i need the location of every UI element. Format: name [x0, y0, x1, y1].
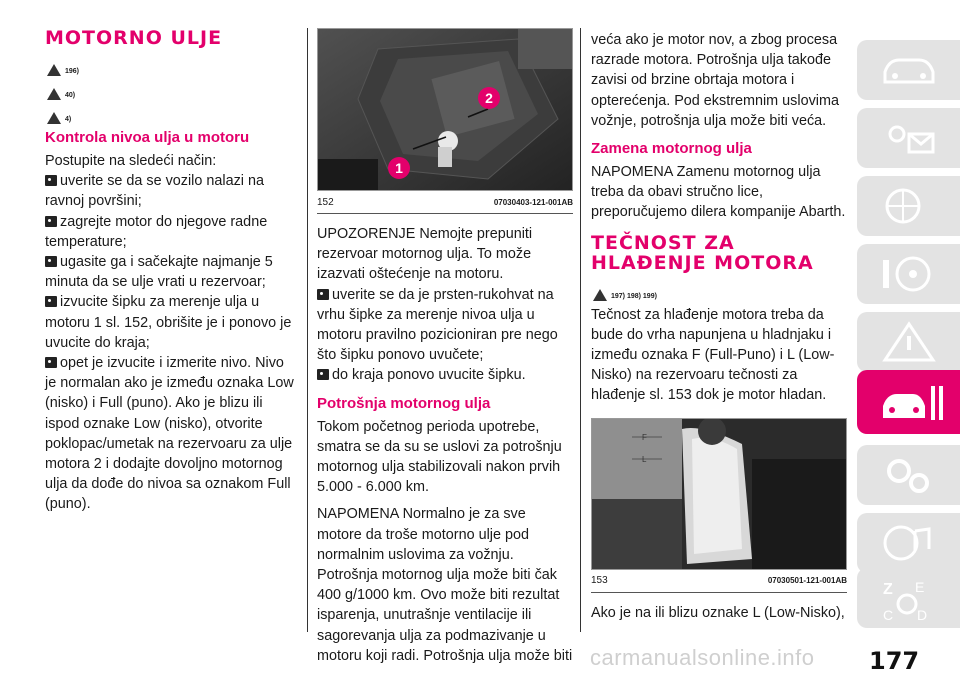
figure-152-engine-bay	[317, 28, 573, 191]
level-mark-l: L	[642, 454, 647, 464]
column-3	[591, 30, 847, 623]
emergency-icon	[879, 320, 939, 364]
bullet-icon	[45, 256, 57, 267]
step-item	[45, 212, 297, 252]
step-item	[45, 292, 297, 353]
figure-153-coolant-reservoir	[591, 418, 847, 570]
body-paragraph: veća ako je motor nov, a zbog procesa razrade motora. Potrošnja ulja takođe zavisi od brzine obrtaja motora i opterećenja. Pod ekstremnim uslovima vožnje, potrošnja ulja može biti veća.	[591, 32, 839, 129]
column-1	[45, 28, 297, 515]
engine-cover-image	[318, 29, 573, 190]
figure-number: 152	[317, 196, 334, 208]
section-title-coolant: TEČNOST ZA HLAĐENJE MOTORA	[591, 231, 814, 274]
body-paragraph: Tokom početnog perioda upotrebe, smatra se da su se uslovi za potrošnju motornog ulja stabilizovali nakon prvih 5.000 - 6.000 km.	[317, 418, 562, 496]
body-paragraph: Ako je na ili blizu oznake L (Low-Nisko),	[591, 604, 845, 621]
sidebar-tab-multimedia[interactable]	[857, 513, 960, 573]
body-paragraph: NAPOMENA Normalno je za sve motore da troše motorno ulje pod normalnim uslovima za vožnju. Potrošnja motornog ulja može biti čak 400 g/1000 km. Ovo može biti rezultat isparenja, unutrašnje ventilacije ili sagorevanja ulja za podmazivanje u motoru koji radi. Potrošnja ulja može biti	[317, 506, 573, 664]
level-mark-f: F	[642, 432, 647, 442]
figure-caption	[317, 191, 573, 214]
figure-number: 153	[591, 575, 608, 587]
step-item	[317, 365, 573, 385]
coolant-reservoir-image	[592, 419, 847, 569]
callout-2: 2	[478, 87, 500, 109]
sidebar-tab-index[interactable]	[857, 568, 960, 628]
multimedia-icon	[879, 521, 939, 565]
column-2	[317, 28, 573, 666]
sidebar-tab-starting-driving[interactable]	[857, 244, 960, 304]
bullet-icon	[45, 216, 57, 227]
figure-caption	[591, 570, 847, 593]
warning-triangle-icon	[593, 289, 607, 301]
figure-code: 07030403-121-001AB	[493, 197, 573, 207]
step-text: izvucite šipku za merenje ulja u motoru 1 sl. 152, obrišite je i ponovo je uvucite do kraja;	[45, 294, 292, 351]
sidebar-tab-emergency[interactable]	[857, 312, 960, 372]
warning-triangle-icon	[47, 112, 61, 124]
sidebar-tab-dashboard[interactable]	[857, 40, 960, 100]
warning-ref-link[interactable]: 196)	[65, 68, 80, 75]
bullet-icon	[45, 357, 57, 368]
step-text: ugasite ga i sačekajte najmanje 5 minuta da se ulje vrati u rezervoar;	[45, 254, 273, 291]
bullet-icon	[45, 296, 57, 307]
svg-text:E: E	[915, 579, 925, 595]
subtitle-oil-level-check: Kontrola nivoa ulja u motoru	[45, 129, 250, 146]
warning-ref-3	[47, 102, 297, 124]
column-divider-1	[307, 28, 308, 632]
page-number: 177	[869, 647, 920, 675]
warning-ref-2	[47, 78, 297, 100]
dashboard-icon	[879, 48, 939, 92]
figure-code: 07030501-121-001AB	[767, 576, 847, 586]
bullet-icon	[317, 289, 329, 300]
index-icon	[879, 576, 939, 626]
step-text: do kraja ponovo uvucite šipku.	[332, 367, 526, 384]
step-item	[45, 252, 297, 292]
warning-ref-link[interactable]: 40)	[65, 92, 76, 99]
warning-triangle-icon	[47, 88, 61, 100]
safety-icon	[879, 184, 939, 228]
step-text: opet je izvucite i izmerite nivo. Nivo je normalan ako je između oznaka Low (nisko) i Full (puno). Ako je blizu ili ispod oznake Low (nisko), otvorite poklopac/umetak na rezervoaru za ulje motora 2 i dodajte dovoljno motornog ulja da dođe do nivoa sa oznakom Full (puno).	[45, 355, 294, 513]
step-item	[45, 353, 297, 515]
sidebar-tab-safety[interactable]	[857, 176, 960, 236]
subtitle-oil-change: Zamena motornog ulja	[591, 140, 752, 158]
svg-text:Z: Z	[883, 581, 893, 598]
step-text: uverite se da je prsten-rukohvat na vrhu šipke za merenje nivoa ulja u motoru pravilno pozicioniran pre nego što šipku ponovo uvučete;	[317, 286, 558, 364]
bullet-icon	[317, 369, 329, 380]
subtitle-oil-consumption: Potrošnja motornog ulja	[317, 394, 491, 412]
column-divider-2	[580, 28, 581, 632]
warning-ref-1	[47, 54, 297, 76]
warning-ref-link[interactable]: 4)	[65, 116, 72, 123]
step-text: uverite se da se vozilo nalazi na ravnoj površini;	[45, 173, 264, 210]
svg-text:D: D	[917, 607, 928, 623]
sidebar-tab-technical-data[interactable]	[857, 445, 960, 505]
callout-1: 1	[388, 157, 410, 179]
warning-refs	[593, 279, 847, 301]
warning-paragraph: UPOZORENJE Nemojte prepuniti rezervoar motornog ulja. To može izazvati oštećenje na motoru.	[317, 226, 533, 283]
step-item	[45, 171, 297, 211]
bullet-icon	[45, 175, 57, 186]
warning-ref-link[interactable]: 197) 198) 199)	[611, 292, 657, 300]
sidebar-tab-servicing[interactable]	[857, 370, 960, 434]
body-paragraph: Tečnost za hlađenje motora treba da bude do vrha napunjena u hladnjaku i između oznaka F (Full-Puno) i L (Low-Nisko) na rezervoaru tečnosti za hlađenje sl. 153 dok je motor hladan.	[591, 306, 835, 404]
body-paragraph: NAPOMENA Zamenu motornog ulja treba da obavi stručno lice, preporučujemo dilera kompanije Abarth.	[591, 164, 846, 221]
step-item	[317, 285, 573, 366]
intro-text: Postupite na sledeći način:	[45, 153, 217, 169]
warning-triangle-icon	[47, 64, 61, 76]
starting-driving-icon	[879, 252, 939, 296]
warning-lights-icon	[879, 116, 939, 160]
sidebar-tab-warning-lights[interactable]	[857, 108, 960, 168]
servicing-icon	[879, 378, 949, 426]
section-title-motor-oil: MOTORNO ULJE	[45, 27, 223, 49]
step-text: zagrejte motor do njegove radne temperature;	[45, 213, 268, 250]
technical-data-icon	[879, 453, 939, 497]
watermark: carmanualsonline.info	[590, 645, 815, 670]
svg-text:C: C	[883, 607, 894, 623]
